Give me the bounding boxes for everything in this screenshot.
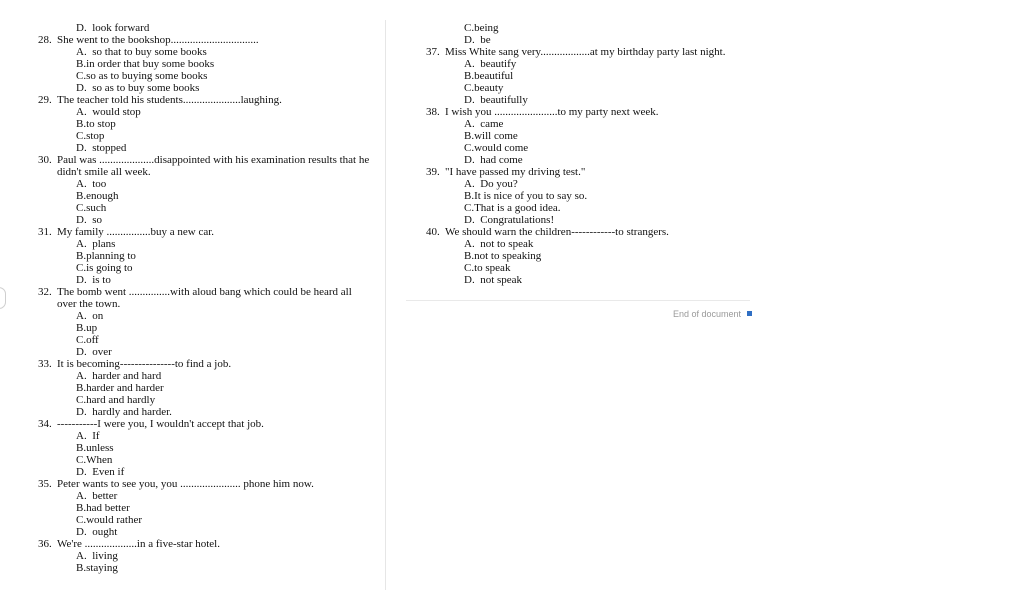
option: B.planning to — [76, 250, 136, 262]
question-text: Paul was ....................disappointed with his examination results that he — [57, 154, 370, 166]
right-column — [426, 22, 756, 286]
question — [38, 34, 378, 94]
question-stem — [38, 418, 378, 430]
question-stem — [38, 34, 378, 46]
question-text-continued: didn't smile all week. — [57, 166, 151, 178]
option: C.to speak — [464, 262, 511, 274]
question-text: She went to the bookshop................................ — [57, 34, 259, 46]
option: A. beautify — [464, 58, 517, 70]
question-stem — [38, 154, 378, 166]
option: B.staying — [76, 562, 118, 574]
question-stem — [38, 94, 378, 106]
option: D. Congratulations! — [464, 214, 555, 226]
question-number: 36. — [38, 538, 52, 550]
option: C.That is a good idea. — [464, 202, 561, 214]
scroll-handle[interactable] — [0, 287, 6, 309]
option: C.such — [76, 202, 107, 214]
question-text: We should warn the children------------to strangers. — [445, 226, 669, 238]
end-of-document — [673, 308, 752, 320]
option: B.enough — [76, 190, 119, 202]
question-text: My family ................buy a new car. — [57, 226, 215, 238]
option: A. too — [76, 178, 107, 190]
option: C.When — [76, 454, 113, 466]
question-text: Peter wants to see you, you ...................... phone him now. — [57, 478, 314, 490]
question — [38, 478, 378, 538]
question-number: 40. — [426, 226, 440, 238]
option: B.had better — [76, 502, 130, 514]
question-text: I wish you .......................to my party next week. — [445, 106, 659, 118]
end-of-document-label: End of document — [673, 309, 742, 319]
option: D. so as to buy some books — [76, 82, 200, 94]
option: A. so that to buy some books — [76, 46, 207, 58]
option: C.would come — [464, 142, 529, 154]
option: A. came — [464, 118, 504, 130]
option: D. look forward — [76, 22, 150, 34]
question-text: We're ...................in a five-star hotel. — [57, 538, 220, 550]
question-number: 35. — [38, 478, 52, 490]
question-number: 32. — [38, 286, 52, 298]
option: C.hard and hardly — [76, 394, 156, 406]
option: C.stop — [76, 130, 105, 142]
option: D. over — [76, 346, 112, 358]
option: B.not to speaking — [464, 250, 542, 262]
end-separator — [406, 300, 750, 301]
option: B.in order that buy some books — [76, 58, 215, 70]
option: A. living — [76, 550, 118, 562]
option: D. so — [76, 214, 102, 226]
question — [426, 166, 756, 226]
option: A. If — [76, 430, 100, 442]
question — [38, 418, 378, 478]
option: B.beautiful — [464, 70, 514, 82]
question-number: 33. — [38, 358, 52, 370]
question-stem — [426, 226, 756, 238]
question-text: The teacher told his students.....................laughing. — [57, 94, 282, 106]
question — [38, 358, 378, 418]
question — [38, 94, 378, 154]
question — [426, 226, 756, 286]
option: A. plans — [76, 238, 116, 250]
question-stem — [426, 46, 756, 58]
option: A. on — [76, 310, 104, 322]
question-stem — [38, 286, 378, 298]
option: D. Even if — [76, 466, 125, 478]
question-stem — [38, 226, 378, 238]
question — [38, 226, 378, 286]
option: C.beauty — [464, 82, 504, 94]
option: A. would stop — [76, 106, 141, 118]
option: B.It is nice of you to say so. — [464, 190, 588, 202]
question-text: It is becoming---------------to find a job. — [57, 358, 232, 370]
left-column — [38, 22, 378, 574]
question-stem — [426, 166, 756, 178]
option: A. harder and hard — [76, 370, 162, 382]
option: C.off — [76, 334, 99, 346]
question — [38, 154, 378, 226]
question — [426, 46, 756, 106]
option: D. hardly and harder. — [76, 406, 172, 418]
option: B.harder and harder — [76, 382, 164, 394]
column-divider — [385, 20, 386, 590]
question-number: 30. — [38, 154, 52, 166]
option: D. ought — [76, 526, 118, 538]
question — [426, 106, 756, 166]
question-number: 37. — [426, 46, 440, 58]
question-number: 29. — [38, 94, 52, 106]
end-marker-icon — [747, 311, 752, 316]
question-number: 38. — [426, 106, 440, 118]
question — [38, 286, 378, 358]
option: D. beautifully — [464, 94, 528, 106]
question-text-continued: over the town. — [57, 298, 121, 310]
question-number: 34. — [38, 418, 52, 430]
option: B.up — [76, 322, 98, 334]
question-text: The bomb went ...............with aloud bang which could be heard all — [57, 286, 352, 298]
option: A. Do you? — [464, 178, 518, 190]
option: B.unless — [76, 442, 114, 454]
option: D. stopped — [76, 142, 127, 154]
option: C.is going to — [76, 262, 133, 274]
question-text: "I have passed my driving test." — [445, 166, 586, 178]
question — [38, 538, 378, 574]
option: D. had come — [464, 154, 523, 166]
question-number: 39. — [426, 166, 440, 178]
option: D. is to — [76, 274, 111, 286]
question-text: Miss White sang very..................at my birthday party last night. — [445, 46, 726, 58]
option: D. not speak — [464, 274, 523, 286]
option: A. better — [76, 490, 118, 502]
question-text: -----------I were you, I wouldn't accept that job. — [57, 418, 264, 430]
question-number: 28. — [38, 34, 52, 46]
option: C.being — [464, 22, 499, 34]
option: C.would rather — [76, 514, 142, 526]
option: D. be — [464, 34, 491, 46]
question-number: 31. — [38, 226, 52, 238]
option: A. not to speak — [464, 238, 534, 250]
question-stem — [38, 478, 378, 490]
option: C.so as to buying some books — [76, 70, 208, 82]
question-stem — [38, 358, 378, 370]
option: B.to stop — [76, 118, 116, 130]
question-stem — [426, 106, 756, 118]
question-stem — [38, 538, 378, 550]
option: B.will come — [464, 130, 518, 142]
